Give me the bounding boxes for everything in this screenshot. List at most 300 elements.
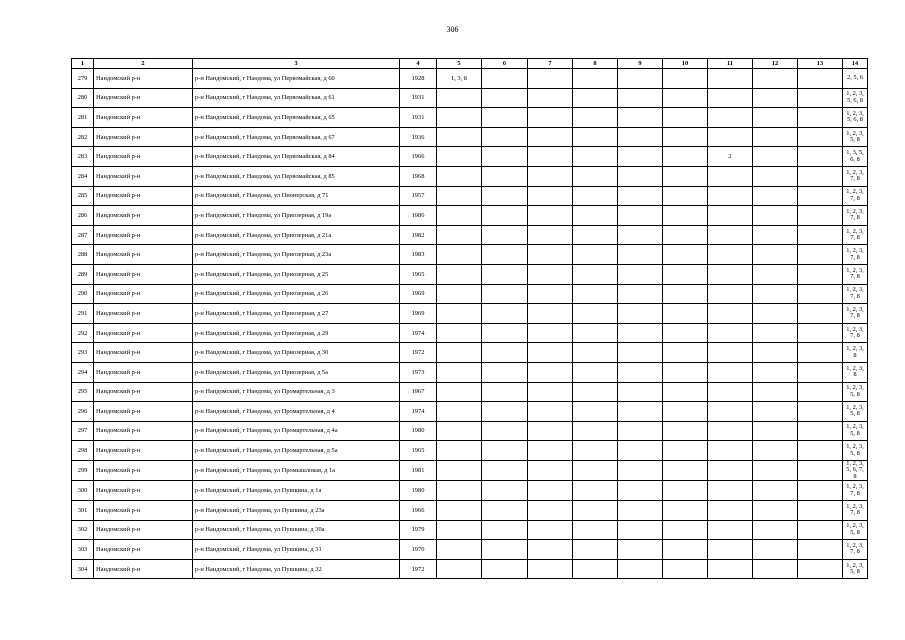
address-cell: р-н Нандомский, г Нандома, ул Приозерная, д 29 <box>193 323 400 343</box>
col5-cell <box>437 206 482 226</box>
col13-cell <box>798 500 843 520</box>
col7-cell <box>528 225 573 245</box>
year-cell: 1980 <box>400 421 437 441</box>
row-number: 288 <box>72 245 94 265</box>
column-header-10: 10 <box>663 59 708 69</box>
col11-cell <box>708 520 753 540</box>
col8-cell <box>573 245 618 265</box>
table-row <box>72 304 868 324</box>
col10-cell <box>663 225 708 245</box>
col6-cell <box>482 147 528 167</box>
col12-cell <box>753 264 798 284</box>
year-cell: 1928 <box>400 69 437 89</box>
col10-cell <box>663 500 708 520</box>
col6-cell <box>482 186 528 206</box>
year-cell: 1966 <box>400 500 437 520</box>
col7-cell <box>528 206 573 226</box>
district-cell: Нандомский р-н <box>94 441 193 461</box>
col13-cell <box>798 421 843 441</box>
col8-cell <box>573 343 618 363</box>
col5-cell <box>437 362 482 382</box>
col8-cell <box>573 460 618 481</box>
row-number: 299 <box>72 460 94 481</box>
year-cell: 1957 <box>400 186 437 206</box>
col12-cell <box>753 559 798 579</box>
col12-cell <box>753 323 798 343</box>
col14-cell: 1, 2, 3, 7, 8 <box>843 304 868 324</box>
table-row <box>72 481 868 501</box>
col11-cell <box>708 382 753 402</box>
col7-cell <box>528 402 573 422</box>
col12-cell <box>753 421 798 441</box>
col11-cell <box>708 108 753 128</box>
col11-cell <box>708 245 753 265</box>
district-cell: Нандомский р-н <box>94 108 193 128</box>
address-cell: р-н Нандомский, г Нандома, ул Приозерная, д 19а <box>193 206 400 226</box>
col11-cell: 2 <box>708 147 753 167</box>
col10-cell <box>663 147 708 167</box>
address-cell: р-н Нандомский, г Нандома, ул Приозерная, д 26 <box>193 284 400 304</box>
col13-cell <box>798 127 843 147</box>
col7-cell <box>528 362 573 382</box>
district-cell: Нандомский р-н <box>94 481 193 501</box>
col12-cell <box>753 520 798 540</box>
address-cell: р-н Нандомский, г Нандома, ул Пушкина, д 1а <box>193 481 400 501</box>
col12-cell <box>753 304 798 324</box>
col12-cell <box>753 460 798 481</box>
col8-cell <box>573 481 618 501</box>
col9-cell <box>618 186 663 206</box>
table-row <box>72 225 868 245</box>
col14-cell: 1, 2, 3, 7, 8 <box>843 206 868 226</box>
col6-cell <box>482 245 528 265</box>
col7-cell <box>528 304 573 324</box>
row-number: 285 <box>72 186 94 206</box>
col14-cell: 1, 2, 3, 7, 8 <box>843 166 868 186</box>
col14-cell: 1, 2, 3, 5, 6, 8 <box>843 88 868 108</box>
col13-cell <box>798 166 843 186</box>
col9-cell <box>618 108 663 128</box>
col5-cell <box>437 166 482 186</box>
year-cell: 1969 <box>400 284 437 304</box>
col10-cell <box>663 323 708 343</box>
col12-cell <box>753 88 798 108</box>
col11-cell <box>708 225 753 245</box>
col14-cell: 1, 2, 3, 7, 8 <box>843 245 868 265</box>
table-row <box>72 69 868 89</box>
col8-cell <box>573 108 618 128</box>
col8-cell <box>573 382 618 402</box>
col8-cell <box>573 186 618 206</box>
col6-cell <box>482 559 528 579</box>
row-number: 304 <box>72 559 94 579</box>
year-cell: 1968 <box>400 166 437 186</box>
col14-cell: 1, 2, 3, 7, 8 <box>843 264 868 284</box>
district-cell: Нандомский р-н <box>94 540 193 560</box>
col10-cell <box>663 382 708 402</box>
col5-cell <box>437 147 482 167</box>
address-cell: р-н Нандомский, г Нандома, ул Промартельная, д 4а <box>193 421 400 441</box>
col13-cell <box>798 225 843 245</box>
address-cell: р-н Нандомский, г Нандома, ул Приозерная, д 30 <box>193 343 400 363</box>
district-cell: Нандомский р-н <box>94 362 193 382</box>
col6-cell <box>482 323 528 343</box>
address-cell: р-н Нандомский, г Нандома, ул Первомайская, д 67 <box>193 127 400 147</box>
col14-cell: 1, 2, 3, 5, 8 <box>843 402 868 422</box>
col6-cell <box>482 481 528 501</box>
col6-cell <box>482 108 528 128</box>
district-cell: Нандомский р-н <box>94 127 193 147</box>
col10-cell <box>663 460 708 481</box>
district-cell: Нандомский р-н <box>94 421 193 441</box>
district-cell: Нандомский р-н <box>94 166 193 186</box>
address-cell: р-н Нандомский, г Нандома, ул Первомайская, д 60 <box>193 69 400 89</box>
column-header-5: 5 <box>437 59 482 69</box>
col5-cell <box>437 323 482 343</box>
district-cell: Нандомский р-н <box>94 520 193 540</box>
col10-cell <box>663 540 708 560</box>
col11-cell <box>708 481 753 501</box>
year-cell: 1983 <box>400 245 437 265</box>
year-cell: 1979 <box>400 520 437 540</box>
col9-cell <box>618 540 663 560</box>
col13-cell <box>798 304 843 324</box>
row-number: 282 <box>72 127 94 147</box>
col10-cell <box>663 520 708 540</box>
col10-cell <box>663 206 708 226</box>
col7-cell <box>528 460 573 481</box>
col9-cell <box>618 441 663 461</box>
col7-cell <box>528 540 573 560</box>
col11-cell <box>708 362 753 382</box>
col14-cell: 1, 2, 3, 5, 8 <box>843 382 868 402</box>
row-number: 301 <box>72 500 94 520</box>
district-cell: Нандомский р-н <box>94 225 193 245</box>
year-cell: 1974 <box>400 402 437 422</box>
col14-cell: 1, 2, 3, 7, 8 <box>843 225 868 245</box>
col6-cell <box>482 206 528 226</box>
col11-cell <box>708 206 753 226</box>
col12-cell <box>753 245 798 265</box>
col14-cell: 1, 2, 3, 8 <box>843 343 868 363</box>
col9-cell <box>618 402 663 422</box>
col11-cell <box>708 88 753 108</box>
table-row <box>72 127 868 147</box>
table-row <box>72 108 868 128</box>
housing-register-table <box>71 58 868 579</box>
col5-cell <box>437 127 482 147</box>
col7-cell <box>528 147 573 167</box>
year-cell: 1969 <box>400 304 437 324</box>
table-row <box>72 323 868 343</box>
col10-cell <box>663 264 708 284</box>
col6-cell <box>482 343 528 363</box>
year-cell: 1972 <box>400 559 437 579</box>
table-row <box>72 88 868 108</box>
col9-cell <box>618 88 663 108</box>
row-number: 292 <box>72 323 94 343</box>
col8-cell <box>573 500 618 520</box>
col8-cell <box>573 166 618 186</box>
col11-cell <box>708 69 753 89</box>
table-row <box>72 362 868 382</box>
col14-cell: 1, 2, 3, 5, 8 <box>843 127 868 147</box>
row-number: 302 <box>72 520 94 540</box>
col14-cell: 1, 2, 3, 7, 8 <box>843 284 868 304</box>
col12-cell <box>753 186 798 206</box>
table-row <box>72 402 868 422</box>
col12-cell <box>753 166 798 186</box>
row-number: 281 <box>72 108 94 128</box>
address-cell: р-н Нандомский, г Нандома, ул Приозерная, д 25 <box>193 264 400 284</box>
col7-cell <box>528 441 573 461</box>
address-cell: р-н Нандомский, г Нандома, ул Пушкина, д 23а <box>193 500 400 520</box>
col8-cell <box>573 206 618 226</box>
table-row <box>72 500 868 520</box>
col9-cell <box>618 343 663 363</box>
col9-cell <box>618 304 663 324</box>
table-row <box>72 206 868 226</box>
address-cell: р-н Нандомский, г Нандома, ул Пушкина, д 32 <box>193 559 400 579</box>
col7-cell <box>528 245 573 265</box>
district-cell: Нандомский р-н <box>94 264 193 284</box>
year-cell: 1936 <box>400 127 437 147</box>
col11-cell <box>708 264 753 284</box>
col11-cell <box>708 284 753 304</box>
district-cell: Нандомский р-н <box>94 186 193 206</box>
address-cell: р-н Нандомский, г Нандома, ул Первомайская, д 65 <box>193 108 400 128</box>
row-number: 287 <box>72 225 94 245</box>
year-cell: 1974 <box>400 323 437 343</box>
col8-cell <box>573 127 618 147</box>
col12-cell <box>753 127 798 147</box>
col12-cell <box>753 225 798 245</box>
district-cell: Нандомский р-н <box>94 500 193 520</box>
col12-cell <box>753 540 798 560</box>
col13-cell <box>798 382 843 402</box>
col10-cell <box>663 166 708 186</box>
column-header-13: 13 <box>798 59 843 69</box>
year-cell: 1967 <box>400 382 437 402</box>
col13-cell <box>798 108 843 128</box>
col7-cell <box>528 69 573 89</box>
col12-cell <box>753 481 798 501</box>
col10-cell <box>663 108 708 128</box>
col10-cell <box>663 69 708 89</box>
col13-cell <box>798 147 843 167</box>
col12-cell <box>753 362 798 382</box>
address-cell: р-н Нандомский, г Нандома, ул Промышловая, д 1а <box>193 460 400 481</box>
col13-cell <box>798 343 843 363</box>
col5-cell <box>437 559 482 579</box>
col6-cell <box>482 421 528 441</box>
col7-cell <box>528 421 573 441</box>
column-header-14: 14 <box>843 59 868 69</box>
col8-cell <box>573 559 618 579</box>
col8-cell <box>573 520 618 540</box>
table-row <box>72 559 868 579</box>
year-cell: 1973 <box>400 362 437 382</box>
col9-cell <box>618 382 663 402</box>
year-cell: 1970 <box>400 540 437 560</box>
col5-cell <box>437 225 482 245</box>
col6-cell <box>482 520 528 540</box>
col9-cell <box>618 69 663 89</box>
col5-cell <box>437 186 482 206</box>
col9-cell <box>618 127 663 147</box>
col5-cell <box>437 441 482 461</box>
year-cell: 1981 <box>400 460 437 481</box>
col6-cell <box>482 540 528 560</box>
col11-cell <box>708 460 753 481</box>
table-row <box>72 264 868 284</box>
col5-cell <box>437 88 482 108</box>
table-row <box>72 540 868 560</box>
col11-cell <box>708 343 753 363</box>
col7-cell <box>528 481 573 501</box>
column-header-3: 3 <box>193 59 400 69</box>
col5-cell <box>437 284 482 304</box>
col9-cell <box>618 225 663 245</box>
col7-cell <box>528 559 573 579</box>
table-row <box>72 460 868 481</box>
col5-cell <box>437 520 482 540</box>
year-cell: 1980 <box>400 481 437 501</box>
col10-cell <box>663 421 708 441</box>
col14-cell: 1, 2, 3, 5, 6, 8 <box>843 108 868 128</box>
table-row <box>72 186 868 206</box>
col10-cell <box>663 362 708 382</box>
col7-cell <box>528 520 573 540</box>
row-number: 293 <box>72 343 94 363</box>
col5-cell <box>437 402 482 422</box>
col6-cell <box>482 166 528 186</box>
col6-cell <box>482 362 528 382</box>
address-cell: р-н Нандомский, г Нандома, ул Пушкина, д 31 <box>193 540 400 560</box>
col11-cell <box>708 127 753 147</box>
col9-cell <box>618 245 663 265</box>
address-cell: р-н Нандомский, г Нандома, ул Промартельная, д 4 <box>193 402 400 422</box>
district-cell: Нандомский р-н <box>94 460 193 481</box>
row-number: 298 <box>72 441 94 461</box>
col10-cell <box>663 127 708 147</box>
row-number: 297 <box>72 421 94 441</box>
table-row <box>72 245 868 265</box>
column-header-11: 11 <box>708 59 753 69</box>
year-cell: 1972 <box>400 343 437 363</box>
district-cell: Нандомский р-н <box>94 245 193 265</box>
row-number: 289 <box>72 264 94 284</box>
year-cell: 1982 <box>400 225 437 245</box>
col12-cell <box>753 382 798 402</box>
col12-cell <box>753 500 798 520</box>
row-number: 284 <box>72 166 94 186</box>
col6-cell <box>482 460 528 481</box>
col8-cell <box>573 225 618 245</box>
col7-cell <box>528 88 573 108</box>
col6-cell <box>482 127 528 147</box>
col8-cell <box>573 284 618 304</box>
col14-cell: 1, 2, 3, 5, 8 <box>843 421 868 441</box>
col7-cell <box>528 343 573 363</box>
col14-cell: 1, 2, 3, 5, 6, 7, 8 <box>843 460 868 481</box>
col13-cell <box>798 88 843 108</box>
col7-cell <box>528 264 573 284</box>
col10-cell <box>663 284 708 304</box>
col11-cell <box>708 540 753 560</box>
col10-cell <box>663 481 708 501</box>
col13-cell <box>798 362 843 382</box>
col5-cell <box>437 460 482 481</box>
col11-cell <box>708 166 753 186</box>
col5-cell <box>437 108 482 128</box>
row-number: 296 <box>72 402 94 422</box>
col14-cell: 1, 3, 5, 6, 8 <box>843 147 868 167</box>
col13-cell <box>798 245 843 265</box>
col10-cell <box>663 441 708 461</box>
col5-cell <box>437 540 482 560</box>
table-row <box>72 421 868 441</box>
col9-cell <box>618 284 663 304</box>
column-header-12: 12 <box>753 59 798 69</box>
col14-cell: 1, 2, 3, 8 <box>843 362 868 382</box>
col12-cell <box>753 206 798 226</box>
table-header-row <box>72 59 868 69</box>
col7-cell <box>528 323 573 343</box>
year-cell: 1966 <box>400 147 437 167</box>
col13-cell <box>798 540 843 560</box>
col8-cell <box>573 147 618 167</box>
col8-cell <box>573 540 618 560</box>
col11-cell <box>708 402 753 422</box>
district-cell: Нандомский р-н <box>94 206 193 226</box>
row-number: 300 <box>72 481 94 501</box>
col13-cell <box>798 264 843 284</box>
col13-cell <box>798 520 843 540</box>
col10-cell <box>663 559 708 579</box>
col11-cell <box>708 559 753 579</box>
col13-cell <box>798 460 843 481</box>
col5-cell: 1, 3, 8 <box>437 69 482 89</box>
col8-cell <box>573 362 618 382</box>
col6-cell <box>482 500 528 520</box>
year-cell: 1986 <box>400 206 437 226</box>
col6-cell <box>482 284 528 304</box>
col12-cell <box>753 69 798 89</box>
column-header-8: 8 <box>573 59 618 69</box>
col12-cell <box>753 108 798 128</box>
table-row <box>72 343 868 363</box>
col9-cell <box>618 559 663 579</box>
col7-cell <box>528 382 573 402</box>
col7-cell <box>528 186 573 206</box>
address-cell: р-н Нандомский, г Нандома, ул Приозерная, д 5а <box>193 362 400 382</box>
col5-cell <box>437 264 482 284</box>
column-header-1: 1 <box>72 59 94 69</box>
col14-cell: 1, 2, 3, 5, 8 <box>843 441 868 461</box>
col13-cell <box>798 481 843 501</box>
col7-cell <box>528 284 573 304</box>
col9-cell <box>618 264 663 284</box>
col13-cell <box>798 69 843 89</box>
address-cell: р-н Нандомский, г Нандома, ул Пионерская, д 71 <box>193 186 400 206</box>
col7-cell <box>528 500 573 520</box>
address-cell: р-н Нандомский, г Нандома, ул Приозерная, д 23а <box>193 245 400 265</box>
year-cell: 1965 <box>400 264 437 284</box>
col7-cell <box>528 108 573 128</box>
table-row <box>72 441 868 461</box>
col8-cell <box>573 402 618 422</box>
